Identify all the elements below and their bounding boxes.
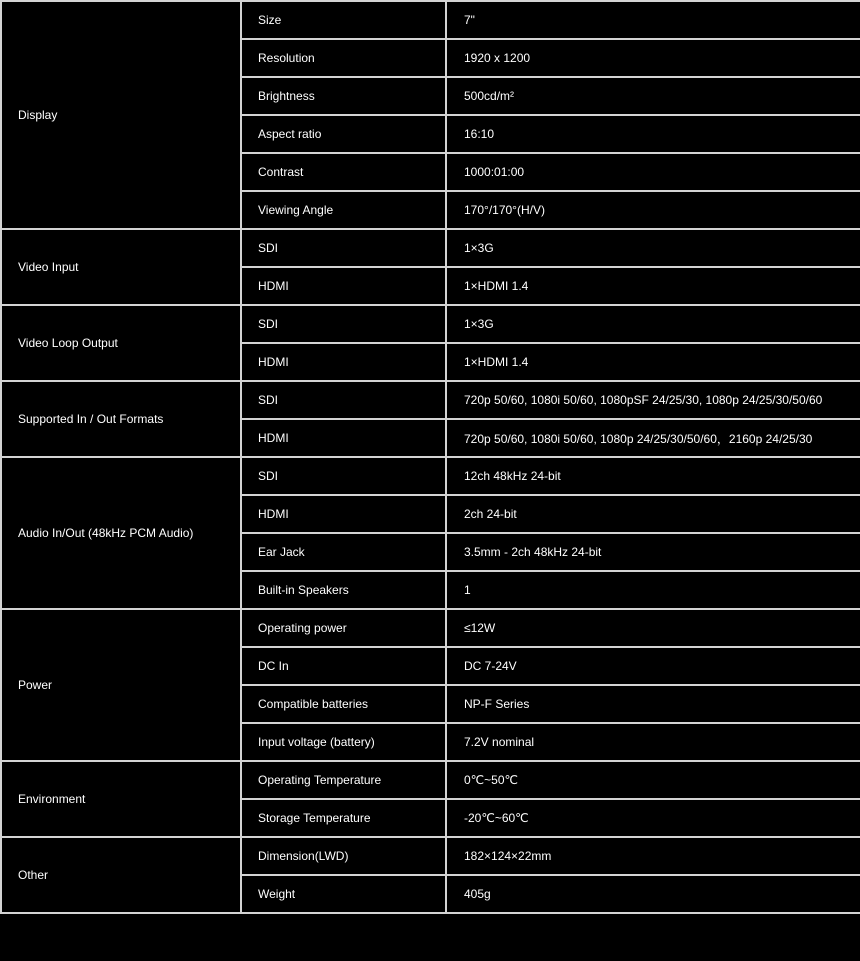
spec-value: 1920 x 1200 (446, 39, 860, 77)
spec-value: 1×3G (446, 305, 860, 343)
spec-value: 170°/170°(H/V) (446, 191, 860, 229)
spec-table-body (1, 1, 860, 913)
spec-label: Input voltage (battery) (241, 723, 446, 761)
table-row (1, 457, 860, 495)
spec-label: SDI (241, 229, 446, 267)
spec-label: HDMI (241, 343, 446, 381)
spec-label: Weight (241, 875, 446, 913)
spec-value: 720p 50/60, 1080i 50/60, 1080p 24/25/30/50/60，2160p 24/25/30 (446, 419, 860, 457)
spec-label: Built-in Speakers (241, 571, 446, 609)
spec-label: Brightness (241, 77, 446, 115)
table-row (1, 837, 860, 875)
spec-label: HDMI (241, 495, 446, 533)
spec-label: Resolution (241, 39, 446, 77)
spec-label: SDI (241, 381, 446, 419)
spec-value: ≤12W (446, 609, 860, 647)
spec-value: 2ch 24-bit (446, 495, 860, 533)
spec-value: 0℃~50℃ (446, 761, 860, 799)
spec-label: Compatible batteries (241, 685, 446, 723)
spec-label: Operating Temperature (241, 761, 446, 799)
spec-value: DC 7-24V (446, 647, 860, 685)
group-label: Display (1, 1, 241, 229)
table-row (1, 1, 860, 39)
table-row (1, 609, 860, 647)
spec-value: NP-F Series (446, 685, 860, 723)
group-label: Supported In / Out Formats (1, 381, 241, 457)
table-row (1, 229, 860, 267)
spec-value: 7" (446, 1, 860, 39)
spec-label: DC In (241, 647, 446, 685)
spec-value: -20℃~60℃ (446, 799, 860, 837)
spec-value: 182×124×22mm (446, 837, 860, 875)
spec-value: 3.5mm - 2ch 48kHz 24-bit (446, 533, 860, 571)
table-row (1, 381, 860, 419)
group-label: Video Input (1, 229, 241, 305)
group-label: Video Loop Output (1, 305, 241, 381)
table-row (1, 305, 860, 343)
spec-value: 1×3G (446, 229, 860, 267)
spec-value: 16:10 (446, 115, 860, 153)
spec-label: Aspect ratio (241, 115, 446, 153)
group-label: Other (1, 837, 241, 913)
group-label: Environment (1, 761, 241, 837)
spec-value: 7.2V nominal (446, 723, 860, 761)
spec-value: 12ch 48kHz 24-bit (446, 457, 860, 495)
spec-label: Contrast (241, 153, 446, 191)
spec-value: 1×HDMI 1.4 (446, 343, 860, 381)
spec-label: HDMI (241, 267, 446, 305)
spec-value: 1 (446, 571, 860, 609)
table-row (1, 761, 860, 799)
spec-value: 1×HDMI 1.4 (446, 267, 860, 305)
spec-label: Dimension(LWD) (241, 837, 446, 875)
spec-label: SDI (241, 457, 446, 495)
spec-label: Operating power (241, 609, 446, 647)
spec-label: SDI (241, 305, 446, 343)
spec-label: Ear Jack (241, 533, 446, 571)
spec-label: Viewing Angle (241, 191, 446, 229)
spec-label: Size (241, 1, 446, 39)
spec-value: 720p 50/60, 1080i 50/60, 1080pSF 24/25/30, 1080p 24/25/30/50/60 (446, 381, 860, 419)
spec-label: Storage Temperature (241, 799, 446, 837)
spec-value: 1000:01:00 (446, 153, 860, 191)
spec-label: HDMI (241, 419, 446, 457)
spec-value: 405g (446, 875, 860, 913)
group-label: Audio In/Out (48kHz PCM Audio) (1, 457, 241, 609)
spec-value: 500cd/m² (446, 77, 860, 115)
group-label: Power (1, 609, 241, 761)
